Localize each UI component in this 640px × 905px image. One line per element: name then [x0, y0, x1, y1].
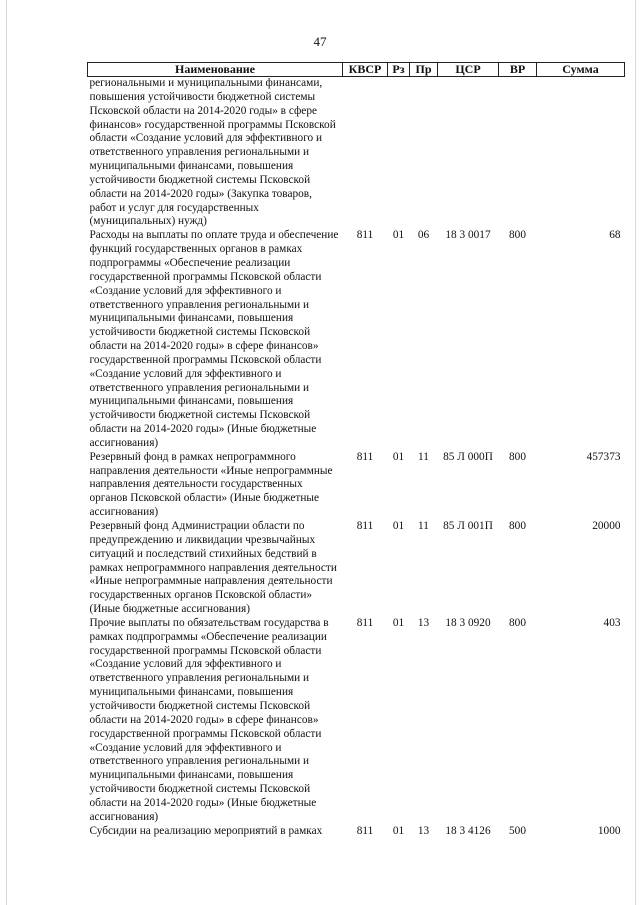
- budget-table: [87, 62, 625, 838]
- header-name: Наименование: [88, 63, 343, 77]
- row-csr: [438, 77, 499, 230]
- row-kvsr: 811: [356, 824, 374, 837]
- row-csr: 18 3 0920: [445, 616, 491, 629]
- row-sum: 20000: [592, 520, 621, 532]
- row-name: Резервный фонд в рамках непрограммного направления деятельности «Иные непрограммные направления деятельности государственных органов Псковской области» (Иные бюджетные ассигнования): [89, 450, 333, 519]
- row-sum: [537, 77, 625, 230]
- row-vr: 500: [509, 824, 526, 837]
- row-rz: 01: [392, 616, 405, 629]
- row-name: Резервный фонд Администрации области по предупреждению и ликвидации чрезвычайных ситуаций и последствий стихийных бедствий в рамках непрограммного направления деятельности «Иные непрограммные направления деятельности государственных органов Псковской области» (Иные бюджетные ассигнования): [89, 520, 337, 616]
- row-pr: [410, 77, 438, 230]
- row-csr: 85 Л 000П: [443, 450, 493, 463]
- row-pr: 06: [417, 229, 430, 242]
- table-row: [88, 229, 625, 451]
- row-name: Прочие выплаты по обязательствам государства в рамках подпрограммы «Обеспечение реализации государственной программы Псковской области «Создание условий для эффективного и ответственного управления региональными и муниципальными финансами, повышения устойчивости бюджетной системы Псковской области на 2014-2020 годы» в сфере финансов» государственной программы Псковской области «Создание условий для эффективного и ответственного управления региональными и муниципальными финансами, повышения устойчивости бюджетной системы Псковской области на 2014-2020 годы» (Иные бюджетные ассигнования): [89, 616, 329, 823]
- row-kvsr: [343, 77, 388, 230]
- row-kvsr: 811: [356, 520, 374, 532]
- row-sum: 68: [609, 229, 621, 242]
- row-sum: 403: [603, 616, 621, 629]
- row-vr: 800: [509, 229, 526, 242]
- row-vr: 800: [509, 520, 526, 532]
- table-row: [88, 825, 625, 839]
- header-pr: Пр: [410, 63, 438, 77]
- row-rz: 01: [392, 450, 405, 463]
- row-vr: 800: [509, 450, 526, 463]
- table-header-row: [88, 63, 625, 77]
- row-kvsr: 811: [356, 229, 374, 242]
- row-vr: [499, 77, 537, 230]
- header-rz: Рз: [388, 63, 410, 77]
- row-pr: 13: [417, 824, 430, 837]
- page-number: 47: [313, 34, 327, 49]
- header-vr: ВР: [499, 63, 537, 77]
- row-rz: [388, 77, 410, 230]
- row-name: региональными и муниципальными финансами, повышения устойчивости бюджетной системы Псковской области на 2014-2020 годы» в сфере финансов» государственной программы Псковской области «Создание условий для эффективного и ответственного управления региональными и муниципальными финансами, повышения устойчивости бюджетной системы Псковской области на 2014-2020 годы» (Закупка товаров, работ и услуг для государственных (муниципальных) нужд): [89, 77, 336, 228]
- scan-edge-right: [635, 0, 636, 905]
- row-pr: 13: [417, 616, 430, 629]
- row-kvsr: 811: [356, 616, 374, 629]
- row-name: Субсидии на реализацию мероприятий в рамках: [89, 824, 323, 837]
- header-kvsr: КВСР: [343, 63, 388, 77]
- row-rz: 01: [392, 229, 405, 242]
- row-sum: 457373: [586, 450, 621, 463]
- row-sum: 1000: [597, 824, 621, 837]
- scan-edge-left: [6, 0, 7, 905]
- row-pr: 11: [418, 450, 429, 463]
- table-row: [88, 451, 625, 520]
- row-rz: 01: [392, 824, 405, 837]
- table-row: [88, 520, 625, 617]
- row-vr: 800: [509, 616, 526, 629]
- row-csr: 18 3 4126: [445, 824, 491, 837]
- table-row: [88, 77, 625, 230]
- header-sum: Сумма: [537, 63, 625, 77]
- row-rz: 01: [392, 520, 405, 532]
- row-pr: 11: [418, 520, 429, 532]
- header-csr: ЦСР: [438, 63, 499, 77]
- row-kvsr: 811: [356, 450, 374, 463]
- row-csr: 85 Л 001П: [443, 520, 493, 532]
- row-name: Расходы на выплаты по оплате труда и обеспечение функций государственных органов в рамках подпрограммы «Обеспечение реализации государственной программы Псковской области «Создание условий для эффективного и ответственного управления региональными и муниципальными финансами, повышения устойчивости бюджетной системы Псковской области на 2014-2020 годы» в сфере финансов» государственной программы Псковской области «Создание условий для эффективного и ответственного управления региональными и муниципальными финансами, повышения устойчивости бюджетной системы Псковской области на 2014-2020 годы» (Иные бюджетные ассигнования): [89, 229, 339, 449]
- row-csr: 18 3 0017: [445, 229, 491, 242]
- table-row: [88, 617, 625, 825]
